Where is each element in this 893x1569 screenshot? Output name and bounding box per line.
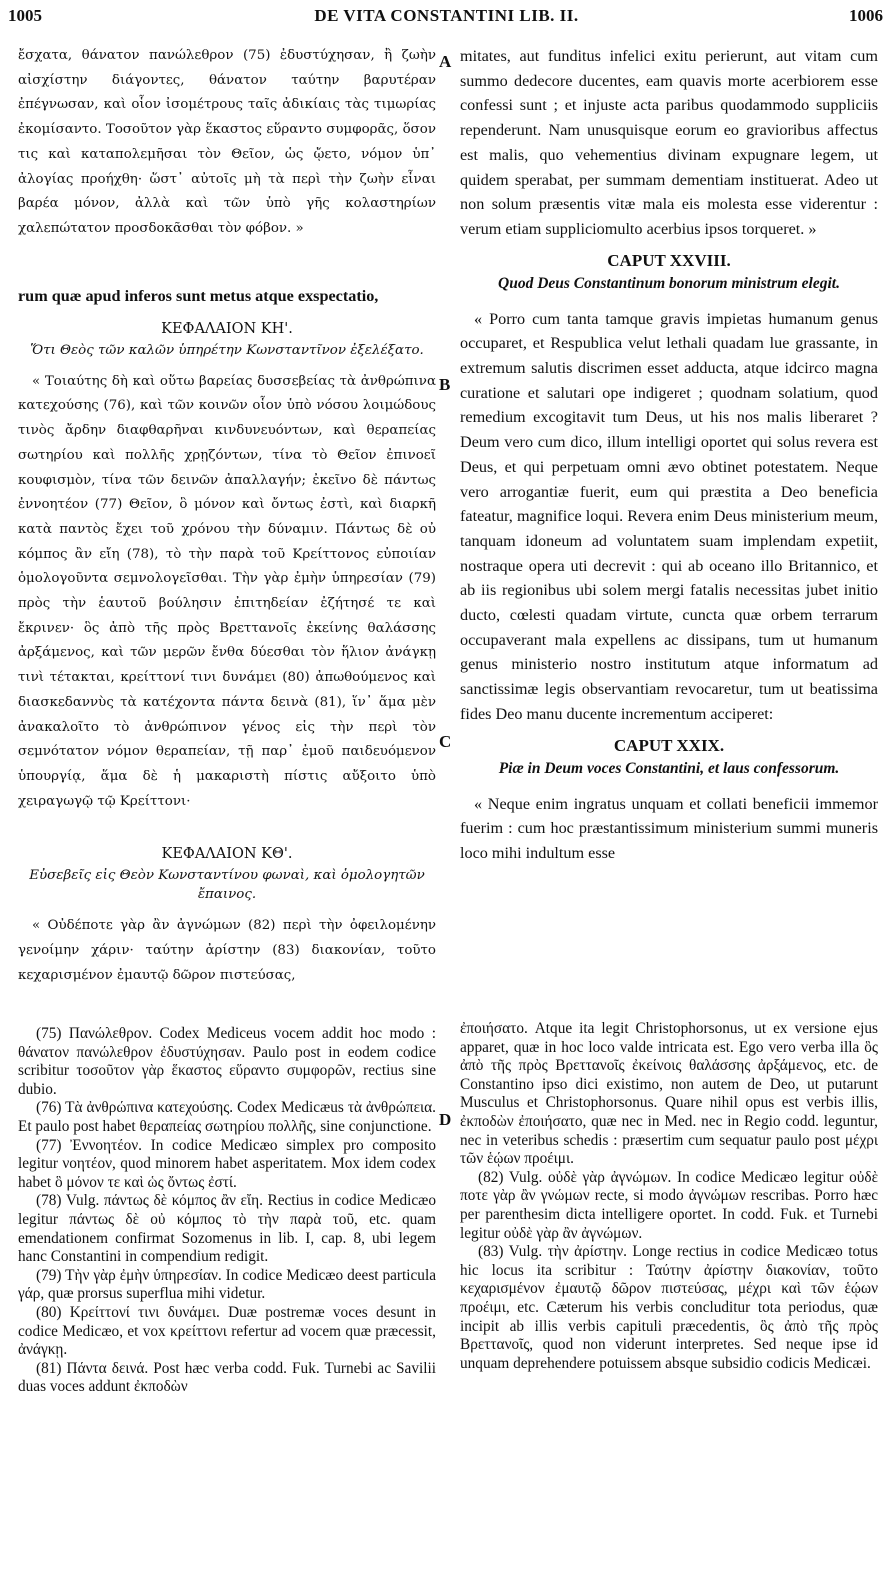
latin-paragraph-2: « Porro cum tanta tamque gravis impietas humanum genus occuparet, et Respublica velut lethali quadam lue grassante, in extremum salutis discrimen esset adducta, atque idcirco magna curatione et salutari ope indigeret ; quodnam solatium, quod remedium excogitavit tum Deus, ut his nos malis liberaret ? Deum vero cum dico, illum intelligi oportet qui solus revera est Deus, et qui perpetuam omni ævo obtinet potestatem. Neque vero arrogantiæ fuerit, eum qui præstita a Deo beneficia fateatur, magnifice loqui. Revera enim Deus ministerium meum, tanquam idoneum ad voluntatem suam implendam expetiit, nostraque opera uti decrevit : qui ab oceano illo Britannico, et ab iis regionibus ubi solem mergi fatalis necessitas jubet initio ducto, cœlesti quadam virtute, cuncta quæ orbem terrarum occupaverant mala expellens ac dissipans, tum ut humanum genus ministerio nostro institutum atque informatum ad sanctissimæ legis observantiam revocaretur, tum ut beatissima fides Deo manu ducente incrementum acciperet: <box>460 309 878 723</box>
footnote-81-continued: ἐποιήσατο. Atque ita legit Christophorsonus, ut ex versione ejus apparet, quæ in hoc loco valde intricata est. Ego vero verba illa ὃς ἀπὸ τῆς πρὸς Βρεττανοῖς ἐκείνοις θαλάσσης ἀρξάμενος, etc. de Constantino ipso dici existimo, non autem de Deo, ut putarunt Musculus et Christophorsonus. Quare nihil opus est verbis illis, ἐκποδὼν ἐποιήσατο, quæ nec in Med. nec in Regio codd. leguntur, nec in veteribus schedis : præsertim cum sequatur paulo post μέχρι τῶν ἑῴων προέιμι. <box>460 1020 878 1168</box>
greek-paragraph-2: « Τοιαύτης δὴ καὶ οὕτω βαρείας δυσσεβείας τὰ ἀνθρώπινα κατεχούσης (76), καὶ τῶν κοινῶν οἷον ὑπὸ νόσου λοιμώδους τινὸς ἄρδην διαφθαρῆναι κινδυνευόντων, καὶ θεραπείας σωτηρίου καὶ πολλῆς χρῃζόντων, τίνα τὸ Θεῖον ἐπινοεῖ κουφισμὸν, τίνα τῶν δεινῶν ἀπαλλαγήν; ἐκεῖνο δὲ πάντως ἐννοητέον (77) Θεῖον, ὃ μόνον καὶ ὄντως ἐστὶ, καὶ διαρκῆ κατὰ παντὸς ἔχει τοῦ χρόνου τὴν δύναμιν. Πάντως δὲ οὐ κόμπος ἂν εἴη (78), τὸ τὴν παρὰ τοῦ Κρείττονος εὐποιίαν ὁμολογοῦντα σεμνολογεῖσθαι. Τὴν γὰρ ἐμὴν ὑπηρεσίαν (79) πρὸς τὴν ἑαυτοῦ βούλησιν ἐπιτηδείαν ἐζήτησέ τε καὶ ἔκρινεν· ὃς ἀπὸ τῆς πρὸς Βρεττανοῖς ἐκείνης θαλάσσης ἀρξάμενος, καὶ τῶν μερῶν ἔνθα δύεσθαι τὸν ἥλιον ἀνάγκῃ τινὶ τέτακται, κρείττονί τινι δυνάμει (80) ἀπωθούμενος καὶ διασκεδαννὺς τὰ κατέχοντα πάντα δεινὰ (81), ἵν᾽ ἅμα μὲν ἀνακαλοῖτο τὸ ἀνθρώπινον γένος εἰς τὴν περὶ τὸν σεμνότατον νόμον θεραπείαν, τῇ παρ᾽ ἐμοῦ παιδευόμενον ὑπουργίᾳ, ἅμα δὲ ἡ μακαριστὴ πίστις αὔξοιτο ὑπὸ χειραγωγῷ τῷ Κρείττονι· <box>18 373 436 809</box>
chapter-summary-28-greek: Ὅτι Θεὸς τῶν καλῶν ὑπηρέτην Κωνσταντῖνον ἐξελέξατο. <box>30 342 424 358</box>
footnote-75: (75) Πανώλεθρον. Codex Mediceus vocem addit hoc modo : θάνατον πανώλεθρον ἐδυστύχησαν. Paulo post in eodem codice scribitur τοσοῦτον γὰρ ἕκαστος εὕραντο συμφορῶν, rectius sine dubio. <box>18 1025 436 1098</box>
latin-paragraph-3: « Neque enim ingratus unquam et collati beneficii immemor fuerim : cum hoc præstantissimum ministerium summi muneris loco mihi indultum esse <box>460 794 878 862</box>
chapter-heading-28-latin: CAPUT XXVIII. <box>607 250 731 270</box>
chapter-heading-28-greek: ΚΕΦΑΛΑΙΟΝ ΚΗ'. <box>161 320 293 337</box>
footnote-82: (82) Vulg. οὐδὲ γὰρ ἀγνώμων. In codice Medicæo legitur οὐδὲ ποτε γὰρ ἂν γνώμων recte, si modo ἀγνώμων rescribas. Porro hæc per parenthesim dicta intelligere oportet. In codd. Fuk. et Turnebi legitur οὐδὲ γὰρ ἂν ἀγνώμων. <box>460 1168 878 1242</box>
greek-paragraph-3: « Οὐδέποτε γὰρ ἂν ἀγνώμων (82) περὶ τὴν ὀφειλομένην γενοίμην χάριν· ταύτην ἀρίστην (83) διακονίαν, τοῦτο κεχαρισμένον ἐμαυτῷ δῶρον πιστεύσας, <box>18 918 436 983</box>
footnote-77: (77) Ἐννοητέον. In codice Medicæo simplex pro composito legitur νοητέον, quod minorem habet asperitatem. Mox idem codex habet ὃ μόνον τε καὶ ὡς ὄντως ἐστί. <box>18 1136 436 1191</box>
latin-carryover-line: rum quæ apud inferos sunt metus atque exspectatio, <box>18 287 379 305</box>
footnote-81: (81) Πάντα δεινά. Post hæc verba codd. Fuk. Turnebi ac Savilii duas voces addunt ἐκποδὼν <box>18 1359 436 1396</box>
latin-column <box>460 44 878 866</box>
greek-paragraph-1: ἔσχατα, θάνατον πανώλεθρον (75) ἐδυστύχησαν, ἢ ζωὴν αἰσχίστην διάγοντες, θάνατον ταύτην βαρυτέραν ἐπέγνωσαν, καὶ οἷον ἰσομέτρους ταῖς ἀδικίαις τὰς τιμωρίας ἐκομίσαντο. Τοσοῦτον γὰρ ἕκαστος εὕραντο συμφορᾶς, ὅσον τις καὶ καταπολεμῆσαι τὸν Θεῖον, ὡς ᾤετο, νόμον ὑπ᾽ ἀλογίας προήχθη· ὥστ᾽ αὐτοῖς μὴ τὰ περὶ τὴν ζωὴν εἶναι βαρέα μόνον, ἀλλὰ καὶ τῶν ὑπὸ γῆς κολαστηρίων χαλεπώτατον προσδοκᾶσθαι τὸν φόβον. » <box>18 48 436 236</box>
footnotes-right <box>460 1020 878 1373</box>
footnotes-left <box>18 1025 436 1397</box>
footnote-78: (78) Vulg. πάντως δὲ κόμπος ἂν εἴη. Rectius in codice Medicæo legitur πάντως δὲ οὐ κόμπος τὸ τὴν παρὰ τοῦ, etc. quam emendationem confirmat Sozomenus in lib. I, cap. 8, ubi legem hanc Constantini in compendium redigit. <box>18 1192 436 1266</box>
running-title: DE VITA CONSTANTINI LIB. II. <box>314 6 579 25</box>
footnote-80: (80) Κρείττονί τινι δυνάμει. Duæ postremæ voces desunt in codice Medicæo, et vox κρείττονι refertur ad vocem quæ præcessit, ἀνάγκῃ. <box>18 1303 436 1359</box>
margin-marker-c: C <box>439 732 452 751</box>
margin-marker-b: B <box>439 375 451 394</box>
margin-marker-d: D <box>439 1110 452 1129</box>
running-header <box>0 6 893 32</box>
margin-marker-a: A <box>439 52 452 71</box>
page-number-right: 1006 <box>849 6 883 25</box>
latin-paragraph-1: mitates, aut funditus infelici exitu perierunt, aut vitam cum summo dedecore ducentes, eam quavis morte acerbiorem esse confessi sunt ; et injuste acta paribus quodammodo suppliciis rependerunt. Nam unusquisque eorum eo gravioribus affectus est malis, quo vehementius divinam expugnare legem, ut quidem sperabat, per summam dementiam instituerat. Adeo ut non solum præsentis vitæ mala eis molesta esse viderentur : verum etiam suppliciomulto acerbius ipsos torqueret. » <box>460 47 878 238</box>
chapter-summary-29-greek: Εὐσεβεῖς εἰς Θεὸν Κωνσταντίνου φωναὶ, καὶ ὁμολογητῶν ἔπαινος. <box>29 868 425 903</box>
page-number-left: 1005 <box>8 6 42 25</box>
chapter-heading-29-latin: CAPUT XXIX. <box>613 735 725 755</box>
footnote-83: (83) Vulg. τὴν ἀρίστην. Longe rectius in codice Medicæo totus hic locus ita scribitur : Ταύτην ἀρίστην διακονίαν, τοῦτο κεχαρισμένον ἐμαυτῷ δῶρον πιστεύσας, μέχρι καὶ τῶν ἑῴων προέιμι, etc. Cæterum his verbis concluditur tota periodus, quæ incipit ab illis verbis capituli præcedentis, ὃς ἀπὸ τῆς πρὸς Βρεττανοῖς, quod non viderunt interpretes. Sed neque ipse id unquam deprehendere potuissem absque subsidio codicis Medicæi. <box>460 1243 878 1372</box>
chapter-heading-29-greek: ΚΕΦΑΛΑΙΟΝ ΚΘ'. <box>161 846 293 863</box>
greek-column <box>18 44 436 242</box>
latin-carryover <box>18 284 436 988</box>
footnote-76: (76) Τὰ ἀνθρώπινα κατεχούσης. Codex Medicæus τὰ ἀνθρώπεια. Et paulo post habet θεραπείας σωτηρίου πολλῆς, sine conjunctione. <box>18 1099 436 1135</box>
chapter-summary-28-latin: Quod Deus Constantinum bonorum ministrum elegit. <box>498 274 840 292</box>
footnote-79: (79) Τὴν γὰρ ἐμὴν ὑπηρεσίαν. In codice Medicæo deest particula γάρ, quæ prorsus superflua mihi videtur. <box>18 1266 436 1303</box>
chapter-summary-29-latin: Piæ in Deum voces Constantini, et laus confessorum. <box>498 759 840 777</box>
